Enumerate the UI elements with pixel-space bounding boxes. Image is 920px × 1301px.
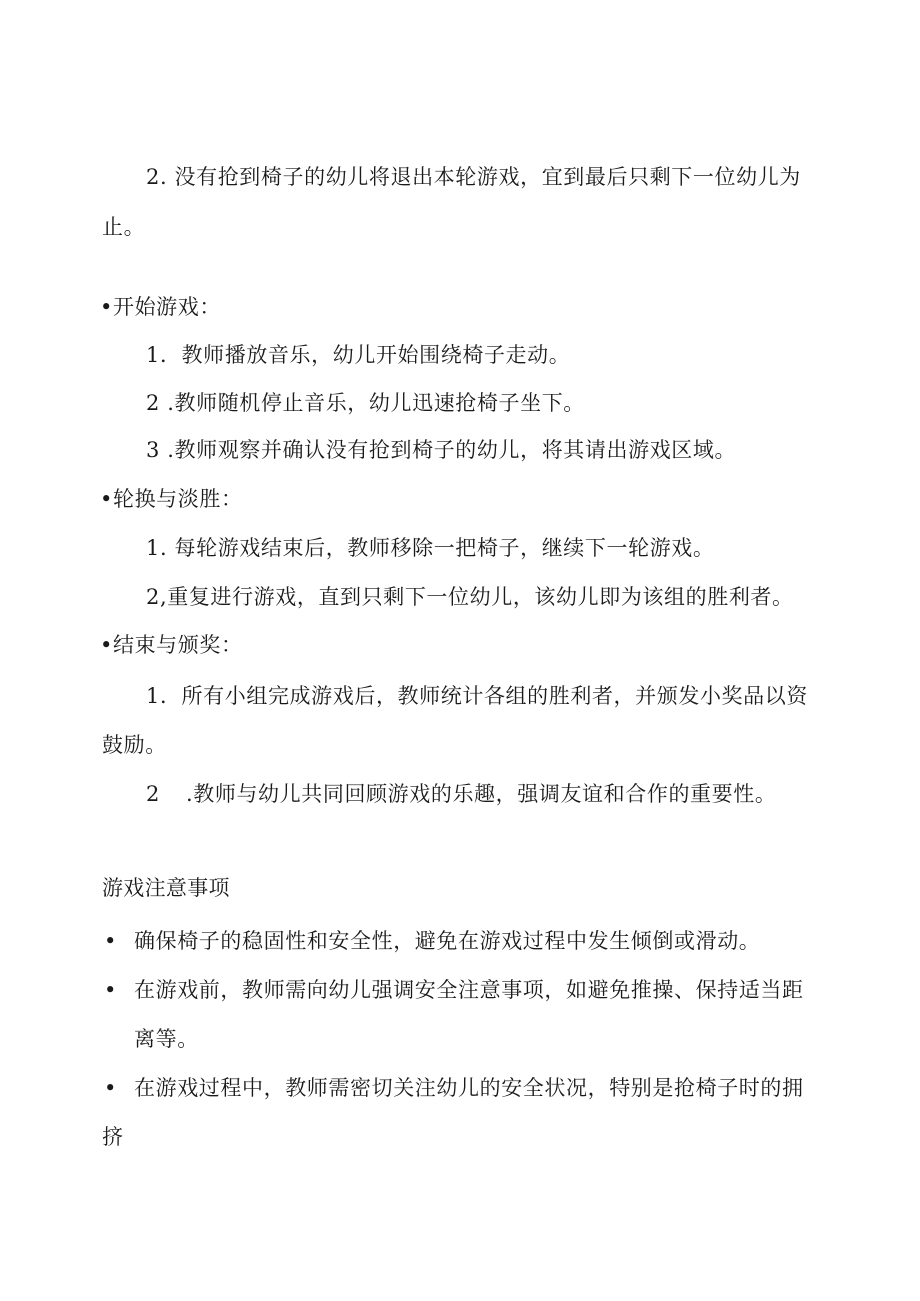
notes-item-3-line-2: 挤 (102, 1125, 124, 1149)
rule-2-line-2: 止。 (102, 215, 146, 239)
award-step-2 (146, 781, 776, 807)
rotate-step-2: 2,重复进行游戏，直到只剩下一位幼儿，该幼儿即为该组的胜利者。 (146, 585, 794, 609)
notes-heading: 游戏注意事项 (102, 876, 230, 900)
notes-item-3-line-1: 在游戏过程中，教师需密切关注幼儿的安全状况，特别是抢椅子时的拥 (134, 1076, 804, 1100)
notes-item-2-line-2: 离等。 (134, 1027, 199, 1051)
start-step-3: 3 .教师观察并确认没有抢到椅子的幼儿，将其请出游戏区域。 (146, 438, 737, 462)
notes-bullet-2: • (104, 978, 117, 1002)
section-start-title: •开始游戏： (100, 295, 221, 319)
award-step-2-text: .教师与幼儿共同回顾游戏的乐趣，强调友谊和合作的重要性。 (185, 782, 777, 806)
notes-item-1-line-1: 确保椅子的稳固性和安全性，避免在游戏过程中发生倾倒或滑动。 (134, 929, 761, 953)
notes-bullet-1: • (104, 929, 117, 953)
rule-2-line-1: 2. 没有抢到椅子的幼儿将退出本轮游戏，宜到最后只剩下一位幼儿为 (146, 165, 801, 189)
notes-item-2-line-1: 在游戏前，教师需向幼儿强调安全注意事项，如避免推操、保持适当距 (134, 978, 804, 1002)
award-step-1-line-1: 1．所有小组完成游戏后，教师统计各组的胜利者，并颁发小奖品以资 (146, 684, 808, 708)
start-step-2: 2 .教师随机停止音乐，幼儿迅速抢椅子坐下。 (146, 391, 585, 415)
notes-bullet-3: • (104, 1076, 117, 1100)
award-step-1-line-2: 鼓励。 (102, 733, 167, 757)
rotate-step-1: 1. 每轮游戏结束后，教师移除一把椅子，继续下一轮游戏。 (146, 536, 715, 560)
section-award-title: •结束与颁奖： (100, 633, 243, 657)
start-step-1: 1．教师播放音乐，幼儿开始围绕椅子走动。 (146, 343, 571, 367)
section-rotate-title: •轮换与淡胜： (100, 487, 243, 511)
award-step-2-number: 2 (146, 782, 160, 806)
